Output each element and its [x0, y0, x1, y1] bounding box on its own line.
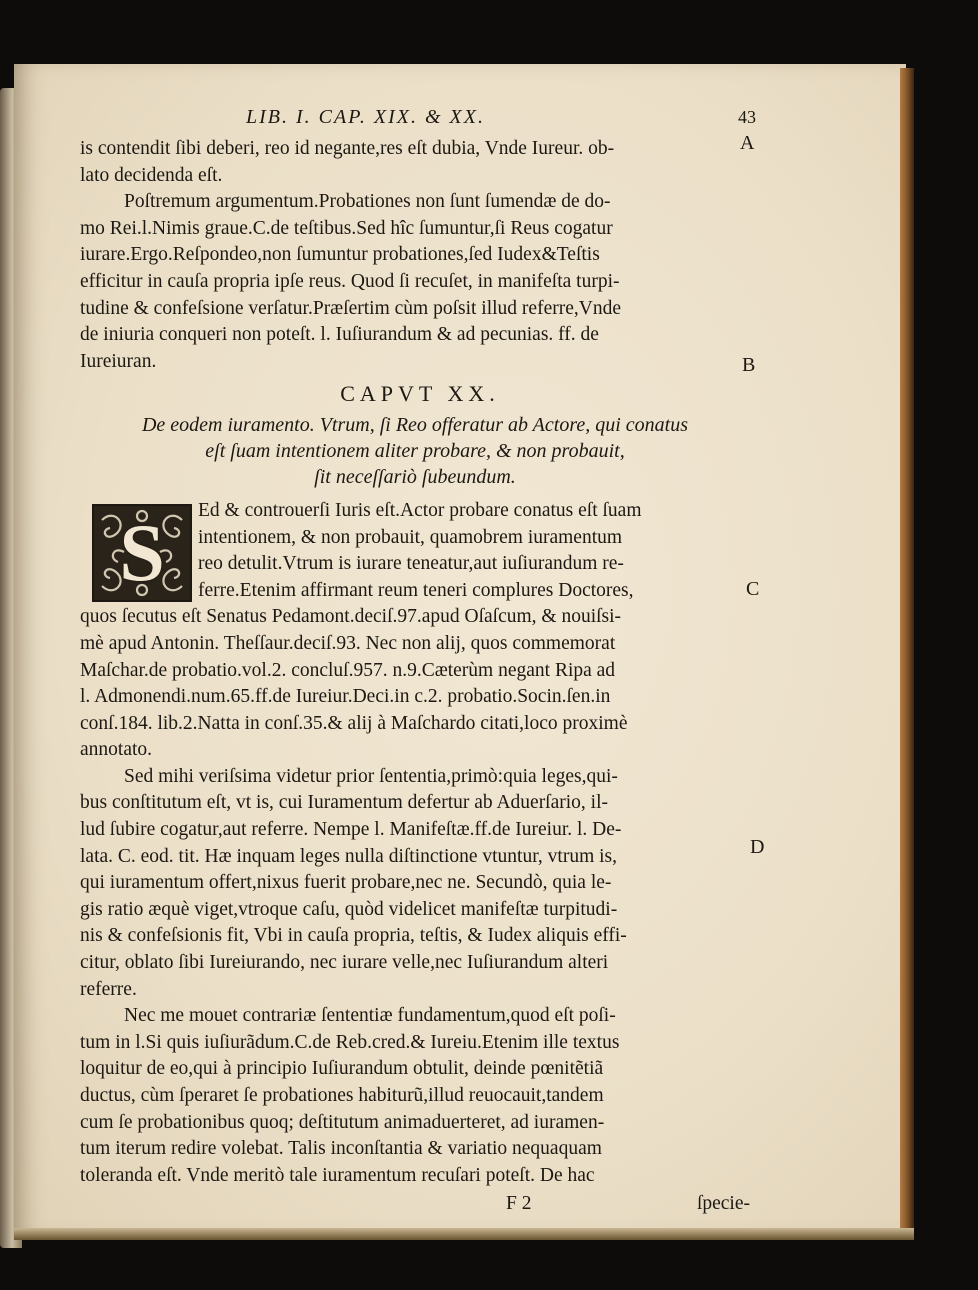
text-line: mo Rei.l.Nimis graue.C.de teſtibus.Sed hîc ſumuntur,ſi Reus cogatur — [80, 217, 613, 239]
running-head — [80, 104, 756, 134]
text-line: tum in l.Si quis iuſiurãdum.C.de Reb.cred.& Iureiu.Etenim ille textus — [80, 1031, 620, 1053]
text-line: annotato. — [80, 739, 153, 761]
subheading-line: eſt ſuam intentionem aliter probare, & non probauit, — [205, 439, 625, 462]
second-paragraph — [80, 189, 750, 375]
text-line: qui iuramentum offert,nixus fuerit probare,nec ne. Secundò, quia le- — [80, 872, 612, 894]
text-line: Ed & controuerſi Iuris eſt.Actor probare conatus eſt ſuam — [198, 499, 642, 521]
text-line: reo detulit.Vtrum is iurare teneatur,aut iuſiurandum re- — [198, 553, 624, 575]
text-line: lud ſubire cogatur,aut referre. Nempe l. Manifeſtæ.ff.de Iureiur. l. De- — [80, 819, 622, 841]
fourth-paragraph — [80, 1003, 750, 1189]
page-bottom-edge — [14, 1228, 914, 1240]
text-line: ductus, cùm ſperaret ſe probationes habiturũ,illud reuocauit,tandem — [80, 1085, 604, 1106]
text-line: de iniuria conqueri non poteſt. l. Iuſiurandum & ad pecunias. ff. de — [80, 324, 599, 346]
text-line: tum iterum redire volebat. Talis inconſtantia & variatio nequaquam — [80, 1138, 602, 1160]
chapter-heading: CAPVT XX. — [340, 381, 500, 407]
text-line: toleranda eſt. Vnde meritò tale iuramentum recuſari poteſt. De hac — [80, 1164, 595, 1186]
text-line: Poſtremum argumentum.Probationes non ſunt ſumendæ de do- — [124, 191, 611, 213]
text-line: l. Admonendi.num.65.ff.de Iureiur.Deci.in c.2. probatio.Socin.ſen.in — [80, 686, 611, 708]
text-line: Nec me mouet contrariæ ſententiæ fundamentum,quod eſt poſi- — [124, 1005, 616, 1027]
running-head-title: LIB. I. CAP. XIX. & XX. — [246, 106, 485, 128]
signature-mark: F 2 — [506, 1193, 532, 1215]
text-line: quos ſecutus eſt Senatus Pedamont.deciſ.97.apud Oſaſcum, & nouiſsi- — [80, 606, 622, 628]
subheading-line: ſit neceſſariò ſubeundum. — [314, 465, 516, 488]
folio-number: 43 — [738, 107, 756, 127]
margin-letter-b: B — [742, 354, 756, 376]
text-line: intentionem, & non probauit, quamobrem iuramentum — [198, 526, 623, 548]
text-line: loquitur de eo,qui à principio Iuſiurandum obtulit, deinde pœnitẽtiã — [80, 1058, 604, 1080]
subheading-line: De eodem iuramento. Vtrum, ſi Reo offeratur ab Actore, qui conatus — [141, 413, 689, 436]
initial-letter: S — [119, 506, 165, 598]
text-line: Sed mihi veriſsima videtur prior ſententia,primò:quia leges,qui- — [124, 765, 618, 787]
text-line: iurare.Ergo.Reſpondeo,non ſumuntur probationes,ſed Iudex&Teſtis — [80, 244, 600, 266]
margin-letter-d: D — [750, 836, 765, 858]
page-text — [80, 104, 756, 1218]
text-line: efficitur in cauſa propria ipſe reus. Quod ſi recuſet, in manifeſta turpi- — [80, 270, 620, 292]
text-line: lato decidenda eſt. — [80, 164, 223, 186]
top-paragraph — [80, 136, 750, 189]
margin-letter-c: C — [746, 578, 760, 600]
text-line: Iureiuran. — [80, 350, 157, 372]
text-line: ferre.Etenim affirmant reum teneri complures Doctores, — [198, 579, 634, 601]
text-line: referre. — [80, 978, 137, 1000]
text-line: gis ratio æquè viget,vtroque caſu, quòd videlicet manifeſtæ turpitudi- — [80, 898, 618, 920]
text-line: tudine & confeſsione verſatur.Præſertim cùm poſsit illud referre,Vnde — [80, 297, 621, 319]
text-line: conſ.184. lib.2.Natta in conſ.35.& alij à Maſchardo citati,loco proximè — [80, 712, 628, 734]
text-line: lata. C. eod. tit. Hæ inquam leges nulla diſtinctione vtuntur, vtrum is, — [80, 845, 618, 867]
page-fore-edge — [900, 68, 914, 1238]
text-line: mè apud Antonin. Theſſaur.deciſ.93. Nec non alij, quos commemorat — [80, 632, 616, 654]
catchword: ſpecie- — [696, 1193, 750, 1215]
page-footer — [80, 1191, 750, 1218]
text-line: citur, oblato ſibi Iureiurando, nec iurare velle,nec Iuſiurandum alteri — [80, 952, 609, 974]
chapter-subheading — [80, 412, 750, 490]
text-line: cum ſe probationibus quoq; deſtitutum animaduerteret, ad iuramen- — [80, 1111, 605, 1133]
margin-letter-a: A — [740, 132, 755, 154]
third-paragraph — [80, 764, 750, 1003]
text-line: Maſchar.de probatio.vol.2. concluſ.957. n.9.Cæterùm negant Ripa ad — [80, 659, 616, 681]
text-line: bus conſtitutum eſt, vt is, cui Iuramentum defertur ab Aduerſario, il- — [80, 792, 608, 814]
decorated-initial — [92, 504, 192, 602]
first-paragraph — [80, 498, 750, 764]
text-line: nis & confeſsionis fit, Vbi in cauſa propria, teſtis, & Iudex aliquis effi- — [80, 925, 627, 947]
text-line: is contendit ſibi deberi, reo id negante,res eſt dubia, Vnde Iureur. ob- — [80, 138, 615, 159]
